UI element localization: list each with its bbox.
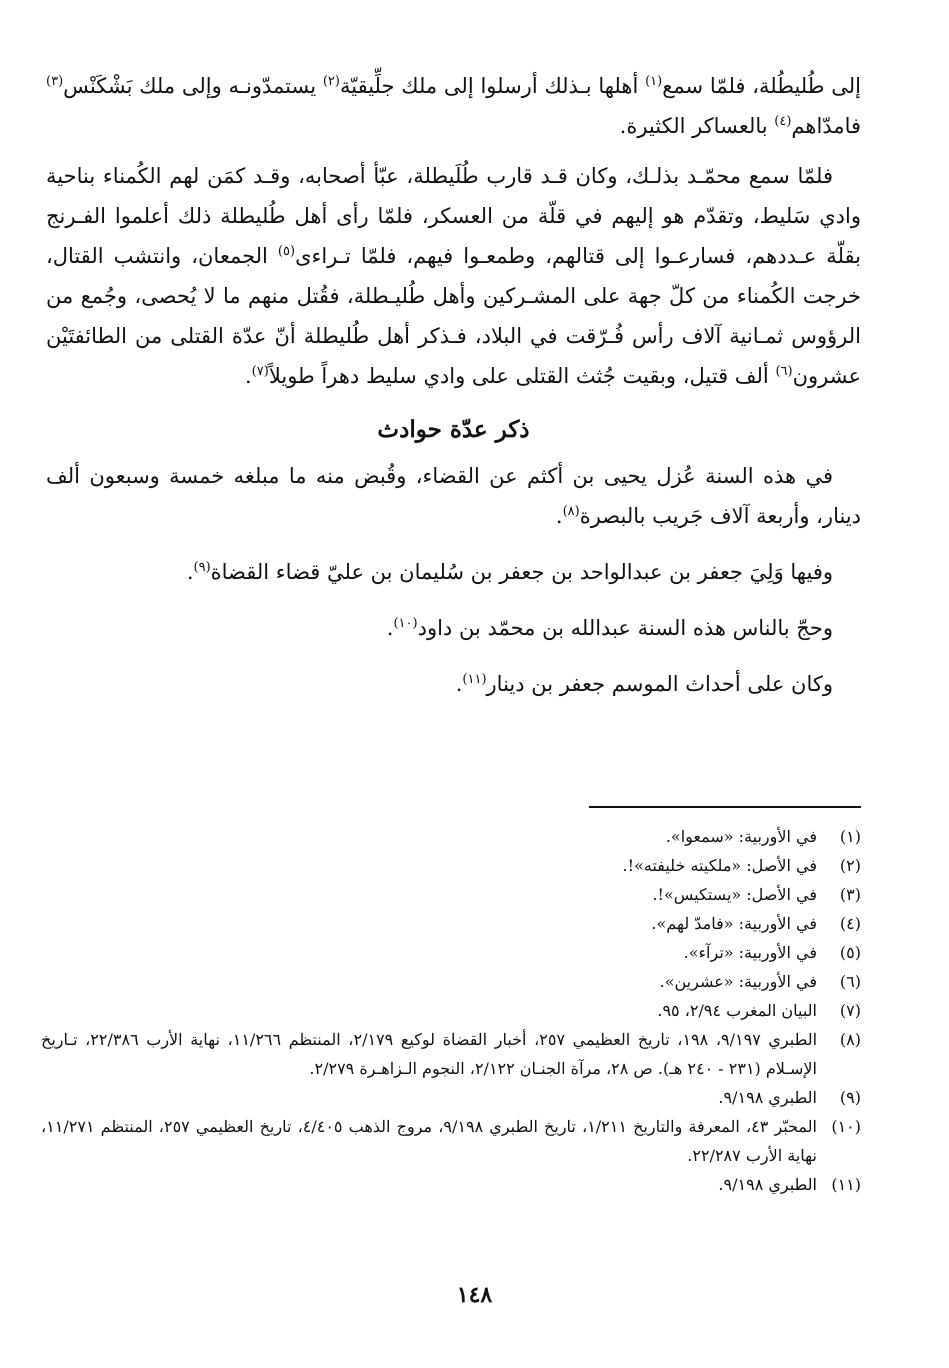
paragraph-3-text-b: . xyxy=(555,504,563,528)
footnote-number: (٥) xyxy=(839,943,861,962)
footnotes xyxy=(41,822,861,1199)
paragraph-5-text-a: وحجّ بالناس هذه السنة عبدالله بن محمّد بن داود xyxy=(417,616,833,640)
paragraph-5-text-b: . xyxy=(386,616,394,640)
paragraph-3-text-a: في هذه السنة عُزل يحيى بن أكثم عن القضاء، وقُبض منه ما مبلغه خمسة وسبعون ألف دينار، وأربعة آلاف جَريب بالبصرة xyxy=(46,464,861,528)
paragraph-6-text-a: وكان على أحداث الموسم جعفر بن دينار xyxy=(486,672,833,696)
footnote-item xyxy=(41,909,861,938)
note-ref-10[interactable]: (١٠) xyxy=(393,616,418,631)
footnote-number: (٩) xyxy=(839,1088,861,1107)
footnote-text: في الأصل: «ملكيته خليفته»!. xyxy=(622,856,817,875)
footnote-number: (٦) xyxy=(839,972,861,991)
paragraph-2-text-b: الجمعان، وانتشب القتال، خرجت الكُمناء من كلّ جهة على المشـركين وأهل طُليـطلة، فقُتل منهم ما لا يُحصى، وجُمع من الرؤوس ثمـانية آلاف رأس فُـرّقت في البلاد، فـذكر أهل طُليطلة أنّ عدّة القتلى من الطائفتَيْن عشرون xyxy=(46,244,861,388)
footnote-text: في الأصل: «يستكيس»!. xyxy=(652,885,817,904)
paragraph-4-text-b: . xyxy=(186,560,194,584)
main-text xyxy=(46,66,861,704)
footnote-text: في الأوربية: «ترآء». xyxy=(683,943,817,962)
paragraph-3 xyxy=(46,456,861,536)
section-heading: ذكر عدّة حوادث xyxy=(377,416,530,443)
footnote-item xyxy=(41,938,861,967)
paragraph-2-text-d: . xyxy=(244,364,252,388)
footnote-number: (٣) xyxy=(839,885,861,904)
footnote-number: (١٠) xyxy=(831,1117,861,1136)
paragraph-1-text-d: فامدّاهم xyxy=(791,114,861,138)
note-ref-3[interactable]: (٣) xyxy=(46,74,64,89)
paragraph-6 xyxy=(46,664,861,704)
note-ref-2[interactable]: (٢) xyxy=(322,74,340,89)
paragraph-1-text-e: بالعساكر الكثيرة. xyxy=(619,114,775,138)
paragraph-1-text-b: أهلها بـذلك أرسلوا إلى ملك جلِّيقيّة xyxy=(339,74,646,98)
paragraph-1-text-a: إلى طُليطُلة، فلمّا سمع xyxy=(662,74,861,98)
footnote-number: (٨) xyxy=(839,1030,861,1049)
footnote-item xyxy=(41,851,861,880)
footnote-item xyxy=(41,880,861,909)
note-ref-1[interactable]: (١) xyxy=(645,74,663,89)
footnote-item xyxy=(41,1083,861,1112)
note-ref-9[interactable]: (٩) xyxy=(193,560,211,575)
paragraph-1 xyxy=(46,66,861,146)
paragraph-5 xyxy=(46,608,861,648)
footnote-text: في الأوربية: «عشرين». xyxy=(659,972,817,991)
note-ref-11[interactable]: (١١) xyxy=(462,672,487,687)
note-ref-4[interactable]: (٤) xyxy=(774,114,792,129)
paragraph-2-text-a: فلمّا سمع محمّـد بذلـك، وكان قـد قارب طُلَيطلة، عبّأ أصحابه، وقـد كمَن لهم الكُمناء بناحية وادي سَليط، وتقدّم هو إليهم في قلّة من العسكر، فلمّا رأى أهل طُليطلة ذلك أعلموا الفـرنج بقلّة عـددهم، فسارعـوا إلى قتالهم، وطمعـوا فيهم، فلمّا تـراءى xyxy=(46,164,861,268)
paragraph-1-text-c: يستمدّونـه وإلى ملك بَشْكَنْس xyxy=(63,74,323,98)
footnote-item xyxy=(41,967,861,996)
paragraph-2 xyxy=(46,156,861,396)
footnote-number: (١١) xyxy=(831,1175,861,1194)
note-ref-8[interactable]: (٨) xyxy=(562,504,580,519)
note-ref-6[interactable]: (٦) xyxy=(775,364,793,379)
footnote-item xyxy=(41,822,861,851)
note-ref-5[interactable]: (٥) xyxy=(277,244,296,259)
footnote-number: (١) xyxy=(839,827,861,846)
footnote-text: في الأوربية: «سمعوا». xyxy=(665,827,817,846)
footnote-number: (٤) xyxy=(839,914,861,933)
note-ref-7[interactable]: (٧) xyxy=(251,364,269,379)
page-number: ١٤٨ xyxy=(456,1282,493,1308)
footnote-text: الطبري ٩/١٩٨. xyxy=(718,1088,817,1107)
footnote-text: المحبّر ٤٣، المعرفة والتاريخ ١/٢١١، تاريخ الطبري ٩/١٩٨، مروج الذهب ٤/٤٠٥، تاريخ العظيمي ٢٥٧، المنتظم ١١/٢٧١، نهاية الأرب ٢٢/٢٨٧. xyxy=(41,1117,817,1165)
footnote-text: الطبري ٩/١٩٨. xyxy=(718,1175,817,1194)
footnote-text: الطبري ٩/١٩٧، ١٩٨، تاريخ العظيمي ٢٥٧، أخبار القضاة لوكيع ٢/١٧٩، المنتظم ١١/٢٦٦، نهاية الأرب ٢٢/٣٨٦، تـاريخ الإسـلام (٢٣١ - ٢٤٠ هـ). ص ٢٨، مرآة الجنـان ٢/١٢٢، النجوم الـزاهـرة ٢/٢٧٩. xyxy=(41,1030,818,1078)
paragraph-4 xyxy=(46,552,861,592)
paragraph-4-text-a: وفيها وَلِيَ جعفر بن عبدالواحد بن جعفر بن سُليمان بن عليّ قضاء القضاة xyxy=(210,560,833,584)
paragraph-6-text-b: . xyxy=(455,672,463,696)
footnote-divider xyxy=(589,806,861,808)
footnote-number: (٢) xyxy=(839,856,861,875)
footnote-text: في الأوربية: «فامدّ لهم». xyxy=(651,914,817,933)
footnote-item xyxy=(41,1170,861,1199)
footnote-number: (٧) xyxy=(839,1001,861,1020)
footnote-item xyxy=(41,1025,861,1083)
footnote-text: البيان المغرب ٢/٩٤، ٩٥. xyxy=(657,1001,817,1020)
footnote-item xyxy=(41,996,861,1025)
paragraph-2-text-c: ألف قتيل، وبقيت جُثث القتلى على وادي سليط دهراً طويلاً xyxy=(268,364,776,388)
footnote-item xyxy=(41,1112,861,1170)
